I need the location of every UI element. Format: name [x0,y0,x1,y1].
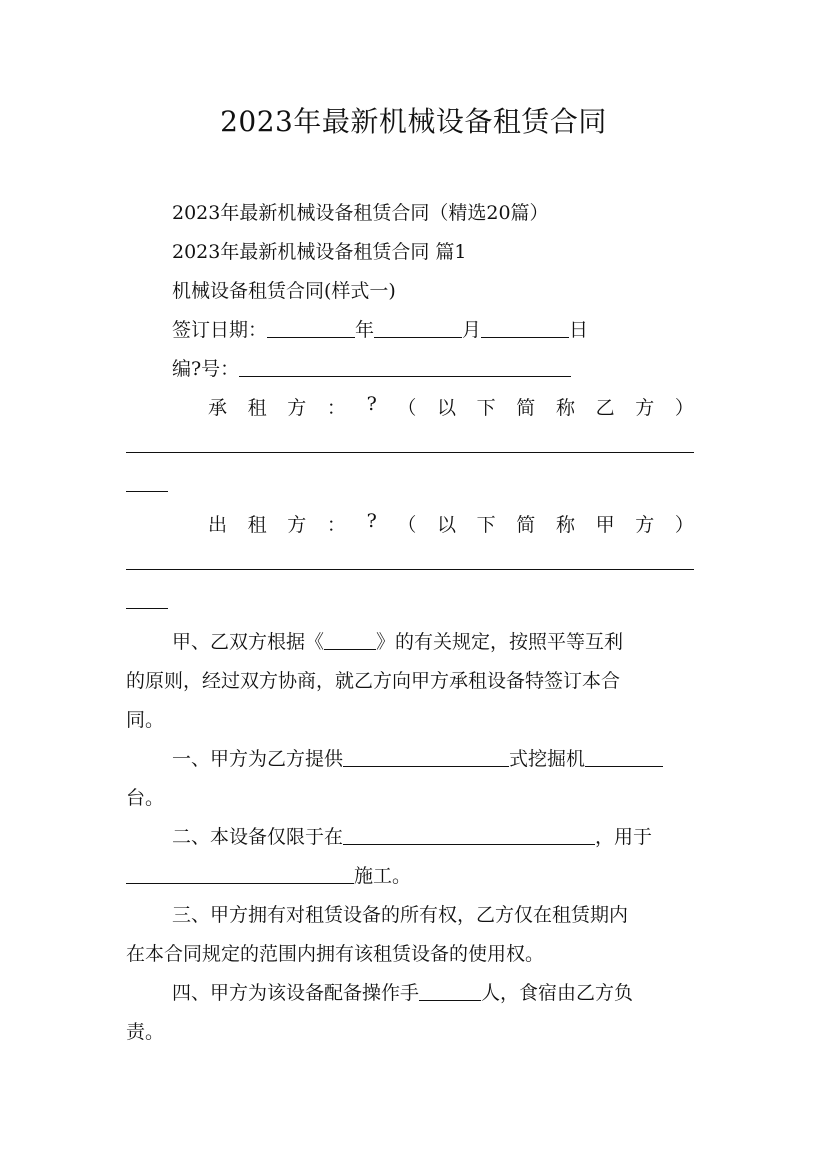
lessee-char: ） [674,397,694,419]
clause-2-cont [126,861,702,891]
operator-count-blank [419,982,481,1001]
lessee-char: 以 [437,397,457,419]
purpose-blank [126,865,354,884]
lessor-char: ： [326,514,346,536]
lessor-char: 下 [476,514,496,536]
lessor-char: 甲 [595,514,615,536]
lessee-char: 方 [635,397,655,419]
paragraph-text: 同。 [126,709,165,731]
lessee-char: ： [326,397,346,419]
year-label: 年 [355,319,375,341]
location-blank [343,826,595,845]
signing-date-label: 签订日期： [172,319,268,341]
lessee-char: ? [366,393,377,415]
lessee-line [208,393,694,423]
lessee-char: 方 [287,397,307,419]
lessor-line [208,510,694,540]
lessee-char: 简 [516,397,536,419]
document-title: 2023年最新机械设备租赁合同 [220,105,607,138]
lessee-blank-rule-end [126,491,168,492]
lessor-char: （ [397,514,417,536]
clause-text: ，用于 [595,826,653,848]
lessee-char: 乙 [595,397,615,419]
clause-text: 四、甲方为该设备配备操作手 [172,982,420,1004]
clause-2 [126,822,748,852]
month-label: 月 [462,319,482,341]
lessor-blank-rule-end [126,608,168,609]
lessee-char: 下 [476,397,496,419]
paragraph-text: 的原则，经过双方协商，就乙方向甲方承租设备特签订本合 [126,670,621,692]
lessee-char: （ [397,397,417,419]
lessee-blank-rule [126,452,694,453]
clause-1 [126,744,748,774]
contract-style-heading: 机械设备租赁合同(样式一) [172,280,396,302]
day-blank [481,319,569,338]
law-name-blank [324,631,376,650]
clause-text: 一、甲方为乙方提供 [172,748,344,770]
paragraph-text: 》的有关规定，按照平等互利 [376,631,624,653]
lessee-char: 称 [555,397,575,419]
lessor-char: 租 [247,514,267,536]
year-blank [267,319,355,338]
day-label: 日 [569,319,589,341]
signing-date-line [126,315,748,345]
paragraph-intro [126,627,748,657]
clause-3: 三、甲方拥有对租赁设备的所有权，乙方仅在租赁期内 [172,904,629,926]
quantity-blank [585,748,663,767]
month-blank [374,319,462,338]
clause-text: 责。 [126,1021,165,1043]
lessor-char: ） [674,514,694,536]
clause-text: 式挖掘机 [509,748,586,770]
code-label: 编?号： [172,358,240,380]
subtitle-line: 2023年最新机械设备租赁合同（精选20篇） [172,202,549,224]
code-line [126,354,748,384]
lessor-char: 方 [287,514,307,536]
excavator-type-blank [343,748,509,767]
clause-text: 台。 [126,787,165,809]
code-blank [239,358,571,377]
clause-text: 人，食宿由乙方负 [481,982,634,1004]
lessor-char: 方 [635,514,655,536]
lessee-char: 承 [208,397,228,419]
clause-text: 二、本设备仅限于在 [172,826,344,848]
lessee-char: 租 [247,397,267,419]
lessor-char: 出 [208,514,228,536]
lessor-blank-rule [126,569,694,570]
lessor-char: 称 [555,514,575,536]
paragraph-text: 甲、乙双方根据《 [172,631,325,653]
clause-text: 在本合同规定的范围内拥有该租赁设备的使用权。 [126,943,545,965]
lessor-char: ? [366,510,377,532]
lessor-char: 简 [516,514,536,536]
clause-text: 施工。 [354,865,412,887]
clause-4 [126,978,748,1008]
lessor-char: 以 [437,514,457,536]
section-heading: 2023年最新机械设备租赁合同 篇1 [172,241,467,263]
